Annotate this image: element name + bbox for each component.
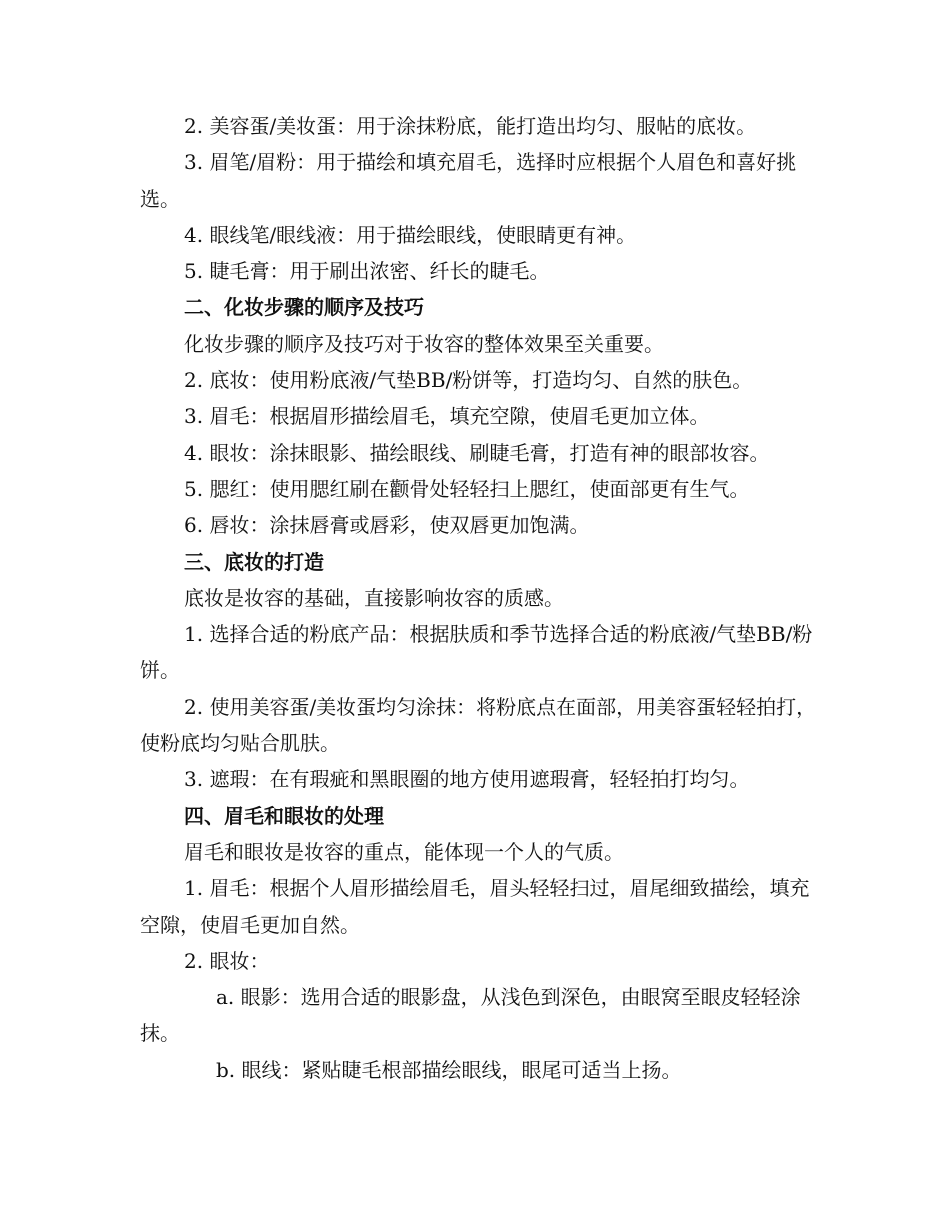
- paragraph-step-lips: 6. 唇妆：涂抹唇膏或唇彩，使双唇更加饱满。: [184, 513, 590, 538]
- paragraph-foundation-apply: 2. 使用美容蛋/美妆蛋均匀涂抹：将粉底点在面部，用美容蛋轻轻拍打，使粉底均匀贴合肌肤。: [140, 694, 817, 756]
- paragraph-item-2-sponge: 2. 美容蛋/美妆蛋：用于涂抹粉底，能打造出均匀、服帖的底妆。: [184, 114, 757, 138]
- paragraph-step-blush: 5. 腮红：使用腮红刷在颧骨处轻轻扫上腮红，使面部更有生气。: [184, 476, 750, 501]
- paragraph-brows: 1. 眉毛：根据个人眉形描绘眉毛，眉头轻轻扫过，眉尾细致描绘，填充空隙，使眉毛更加自然。: [140, 876, 810, 937]
- paragraph-eyeshadow: a. 眼影：选用合适的眼影盘，从浅色到深色，由眼窝至眼皮轻轻涂抹。: [140, 985, 801, 1046]
- paragraph-item-5-mascara: 5. 睫毛膏：用于刷出浓密、纤长的睫毛。: [184, 259, 550, 284]
- section-heading-2: 二、化妆步骤的顺序及技巧: [184, 295, 424, 320]
- paragraph-item-3-eyebrow-pencil: 3. 眉笔/眉粉：用于描绘和填充眉毛，选择时应根据个人眉色和喜好挑选。: [140, 150, 797, 211]
- paragraph-step-eye-makeup: 4. 眼妆：涂抹眼影、描绘眼线、刷睫毛膏，打造有神的眼部妆容。: [184, 440, 770, 465]
- paragraph-item-4-eyeliner: 4. 眼线笔/眼线液：用于描绘眼线，使眼睛更有神。: [184, 222, 637, 247]
- document-body: [140, 108, 820, 1088]
- paragraph-intro-makeup-steps: 化妆步骤的顺序及技巧对于妆容的整体效果至关重要。: [184, 331, 664, 356]
- paragraph-intro-foundation: 底妆是妆容的基础，直接影响妆容的质感。: [184, 585, 564, 610]
- paragraph-eye-makeup: 2. 眼妆：: [184, 948, 270, 973]
- paragraph-concealer: 3. 遮瑕：在有瑕疵和黑眼圈的地方使用遮瑕膏，轻轻拍打均匀。: [184, 767, 750, 792]
- paragraph-intro-brows-eyes: 眉毛和眼妆是妆容的重点，能体现一个人的气质。: [184, 839, 624, 864]
- paragraph-eyeliner-technique: b. 眼线：紧贴睫毛根部描绘眼线，眼尾可适当上扬。: [216, 1057, 682, 1082]
- section-heading-3: 三、底妆的打造: [184, 549, 324, 574]
- paragraph-step-eyebrows: 3. 眉毛：根据眉形描绘眉毛，填充空隙，使眉毛更加立体。: [184, 404, 710, 429]
- paragraph-step-foundation: 2. 底妆：使用粉底液/气垫BB/粉饼等，打造均匀、自然的肤色。: [184, 368, 753, 393]
- paragraph-foundation-choose: 1. 选择合适的粉底产品：根据肤质和季节选择合适的粉底液/气垫BB/粉饼。: [140, 622, 813, 683]
- section-heading-4: 四、眉毛和眼妆的处理: [184, 803, 384, 828]
